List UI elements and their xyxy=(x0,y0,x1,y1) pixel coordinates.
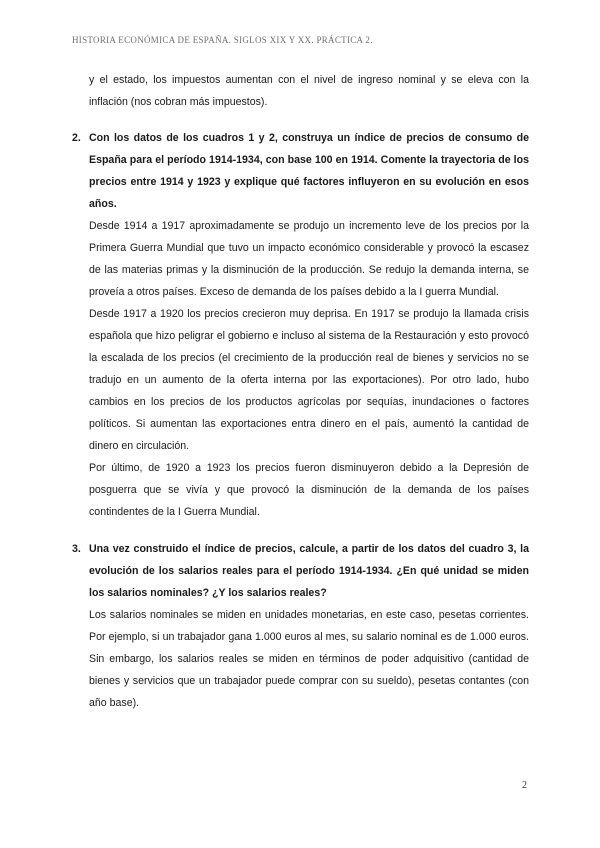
question-2 xyxy=(72,127,529,215)
page-number: 2 xyxy=(522,780,527,791)
question-2-section xyxy=(72,127,529,523)
answer-2-paragraph-1: Desde 1914 a 1917 aproximadamente se produjo un incremento leve de los precios por la Primera Guerra Mundial que tuvo un impacto económico considerable y provocó la escasez de las materias primas y la disminución de la producción. Se redujo la demanda interna, se proveía a otros países. Exceso de demanda de los países debido a la I guerra Mundial. xyxy=(89,220,529,298)
intro-paragraph: y el estado, los impuestos aumentan con el nivel de ingreso nominal y se eleva con la inflación (nos cobran más impuestos). xyxy=(89,74,529,108)
answer-3-paragraph-1: Los salarios nominales se miden en unidades monetarias, en este caso, pesetas corrientes. Por ejemplo, si un trabajador gana 1.000 euros al mes, su salario nominal es de 1.000 euros. Sin embargo, los salarios reales se miden en términos de poder adquisitivo (cantidad de bienes y servicios que un trabajador puede comprar con su sueldo), pesetas contantes (con año base). xyxy=(89,609,529,709)
page-header: HISTORIA ECONÓMICA DE ESPAÑA. SIGLOS XIX Y XX. PRÁCTICA 2. xyxy=(72,35,373,45)
question-3-number: 3. xyxy=(72,543,81,555)
answer-2-paragraph-3: Por último, de 1920 a 1923 los precios fueron disminuyeron debido a la Depresión de posguerra que se vivía y que provocó la disminución de la demanda de los países contindentes de la I Guerra Mundial. xyxy=(89,462,529,518)
question-2-text: Con los datos de los cuadros 1 y 2, construya un índice de precios de consumo de España para el período 1914-1934, con base 100 en 1914. Comente la trayectoria de los precios entre 1914 y 1923 y explique qué factores influyeron en su evolución en esos años. xyxy=(89,132,529,210)
document-body xyxy=(72,69,529,714)
question-3-section xyxy=(72,538,529,714)
question-2-number: 2. xyxy=(72,132,81,144)
answer-2-paragraph-2: Desde 1917 a 1920 los precios crecieron muy deprisa. En 1917 se produjo la llamada crisis española que hizo peligrar el gobierno e incluso al sistema de la Restauración y esto provocó la escalada de los precios (el crecimiento de la producción real de bienes y servicios no se tradujo en un aumento de la oferta interna por las exportaciones). Por otro lado, hubo cambios en los precios de los productos agrícolas por sequías, inundaciones o factores políticos. Si aumentan las exportaciones entra dinero en el país, aumentó la cantidad de dinero en circulación. xyxy=(89,308,529,452)
question-3 xyxy=(72,538,529,604)
question-3-text: Una vez construido el índice de precios, calcule, a partir de los datos del cuadro 3, la evolución de los salarios reales para el período 1914-1934. ¿En qué unidad se miden los salarios nominales? ¿Y los salarios reales? xyxy=(89,543,529,599)
